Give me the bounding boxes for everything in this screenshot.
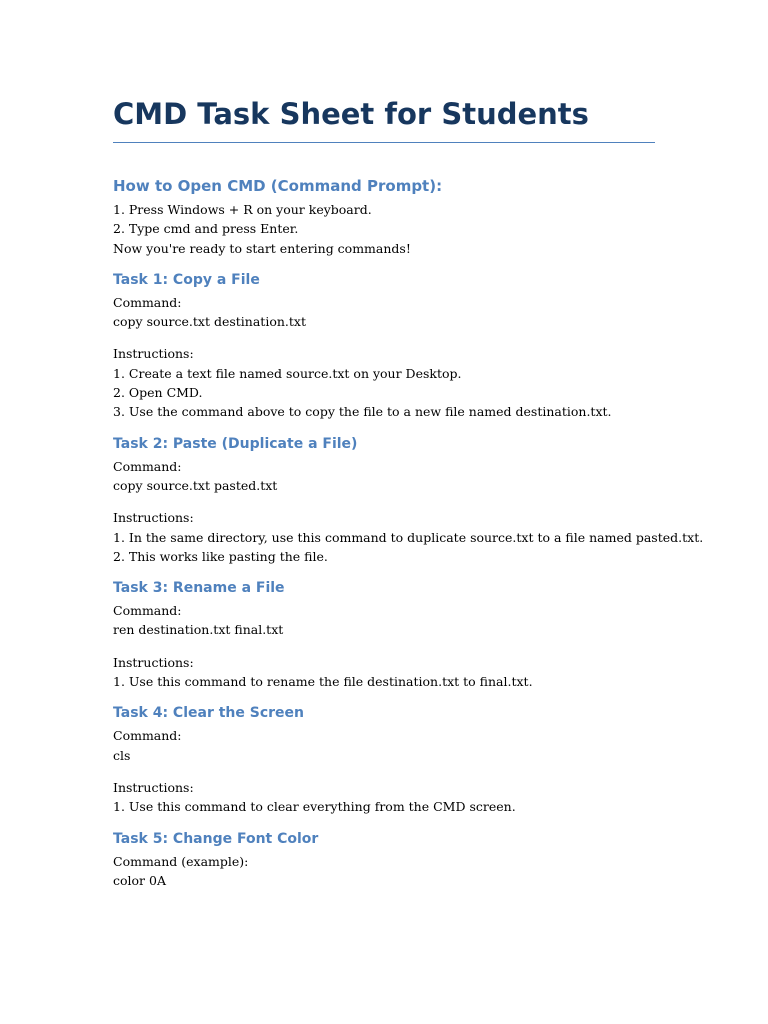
task-4-section	[113, 703, 655, 816]
command-text: ren destination.txt final.txt	[113, 622, 284, 638]
page-title: CMD Task Sheet for Students	[113, 95, 655, 143]
task-heading: Task 5: Change Font Color	[113, 830, 319, 847]
command-label: Command:	[113, 728, 182, 744]
intro-heading: How to Open CMD (Command Prompt):	[113, 177, 443, 195]
task-heading: Task 2: Paste (Duplicate a File)	[113, 435, 358, 452]
intro-step: 2. Type cmd and press Enter.	[113, 221, 299, 237]
instruction-step: 1. Create a text file named source.txt on your Desktop.	[113, 365, 462, 381]
task-heading: Task 1: Copy a File	[113, 271, 260, 288]
command-text: copy source.txt pasted.txt	[113, 477, 278, 493]
command-label: Command:	[113, 603, 182, 619]
instruction-step: 1. In the same directory, use this command to duplicate source.txt to a file named pasted.txt.	[113, 529, 704, 545]
instructions-label: Instructions:	[113, 346, 194, 362]
task-heading: Task 4: Clear the Screen	[113, 705, 304, 722]
task-5-section	[113, 829, 655, 891]
intro-section	[113, 176, 655, 258]
command-text: copy source.txt destination.txt	[113, 314, 306, 330]
command-label: Command (example):	[113, 853, 249, 869]
document-page	[113, 95, 704, 890]
instructions-label: Instructions:	[113, 510, 194, 526]
intro-note: Now you're ready to start entering commands!	[113, 240, 411, 256]
instruction-step: 2. This works like pasting the file.	[113, 548, 328, 564]
spacer	[113, 495, 655, 508]
task-2-section	[113, 434, 704, 566]
instruction-step: 3. Use the command above to copy the file to a new file named destination.txt.	[113, 404, 612, 420]
instruction-step: 1. Use this command to clear everything from the CMD screen.	[113, 799, 516, 815]
intro-step: 1. Press Windows + R on your keyboard.	[113, 202, 372, 217]
command-label: Command:	[113, 458, 182, 474]
instruction-step: 1. Use this command to rename the file destination.txt to final.txt.	[113, 674, 533, 690]
task-3-section	[113, 578, 655, 691]
spacer	[113, 640, 655, 653]
task-heading: Task 3: Rename a File	[113, 580, 285, 597]
spacer	[113, 331, 655, 344]
task-1-section	[113, 270, 655, 422]
instructions-label: Instructions:	[113, 654, 194, 670]
command-text: cls	[113, 747, 131, 763]
command-label: Command:	[113, 294, 182, 310]
instruction-step: 2. Open CMD.	[113, 385, 203, 401]
instructions-label: Instructions:	[113, 779, 194, 795]
spacer	[113, 765, 655, 778]
command-text: color 0A	[113, 872, 166, 888]
